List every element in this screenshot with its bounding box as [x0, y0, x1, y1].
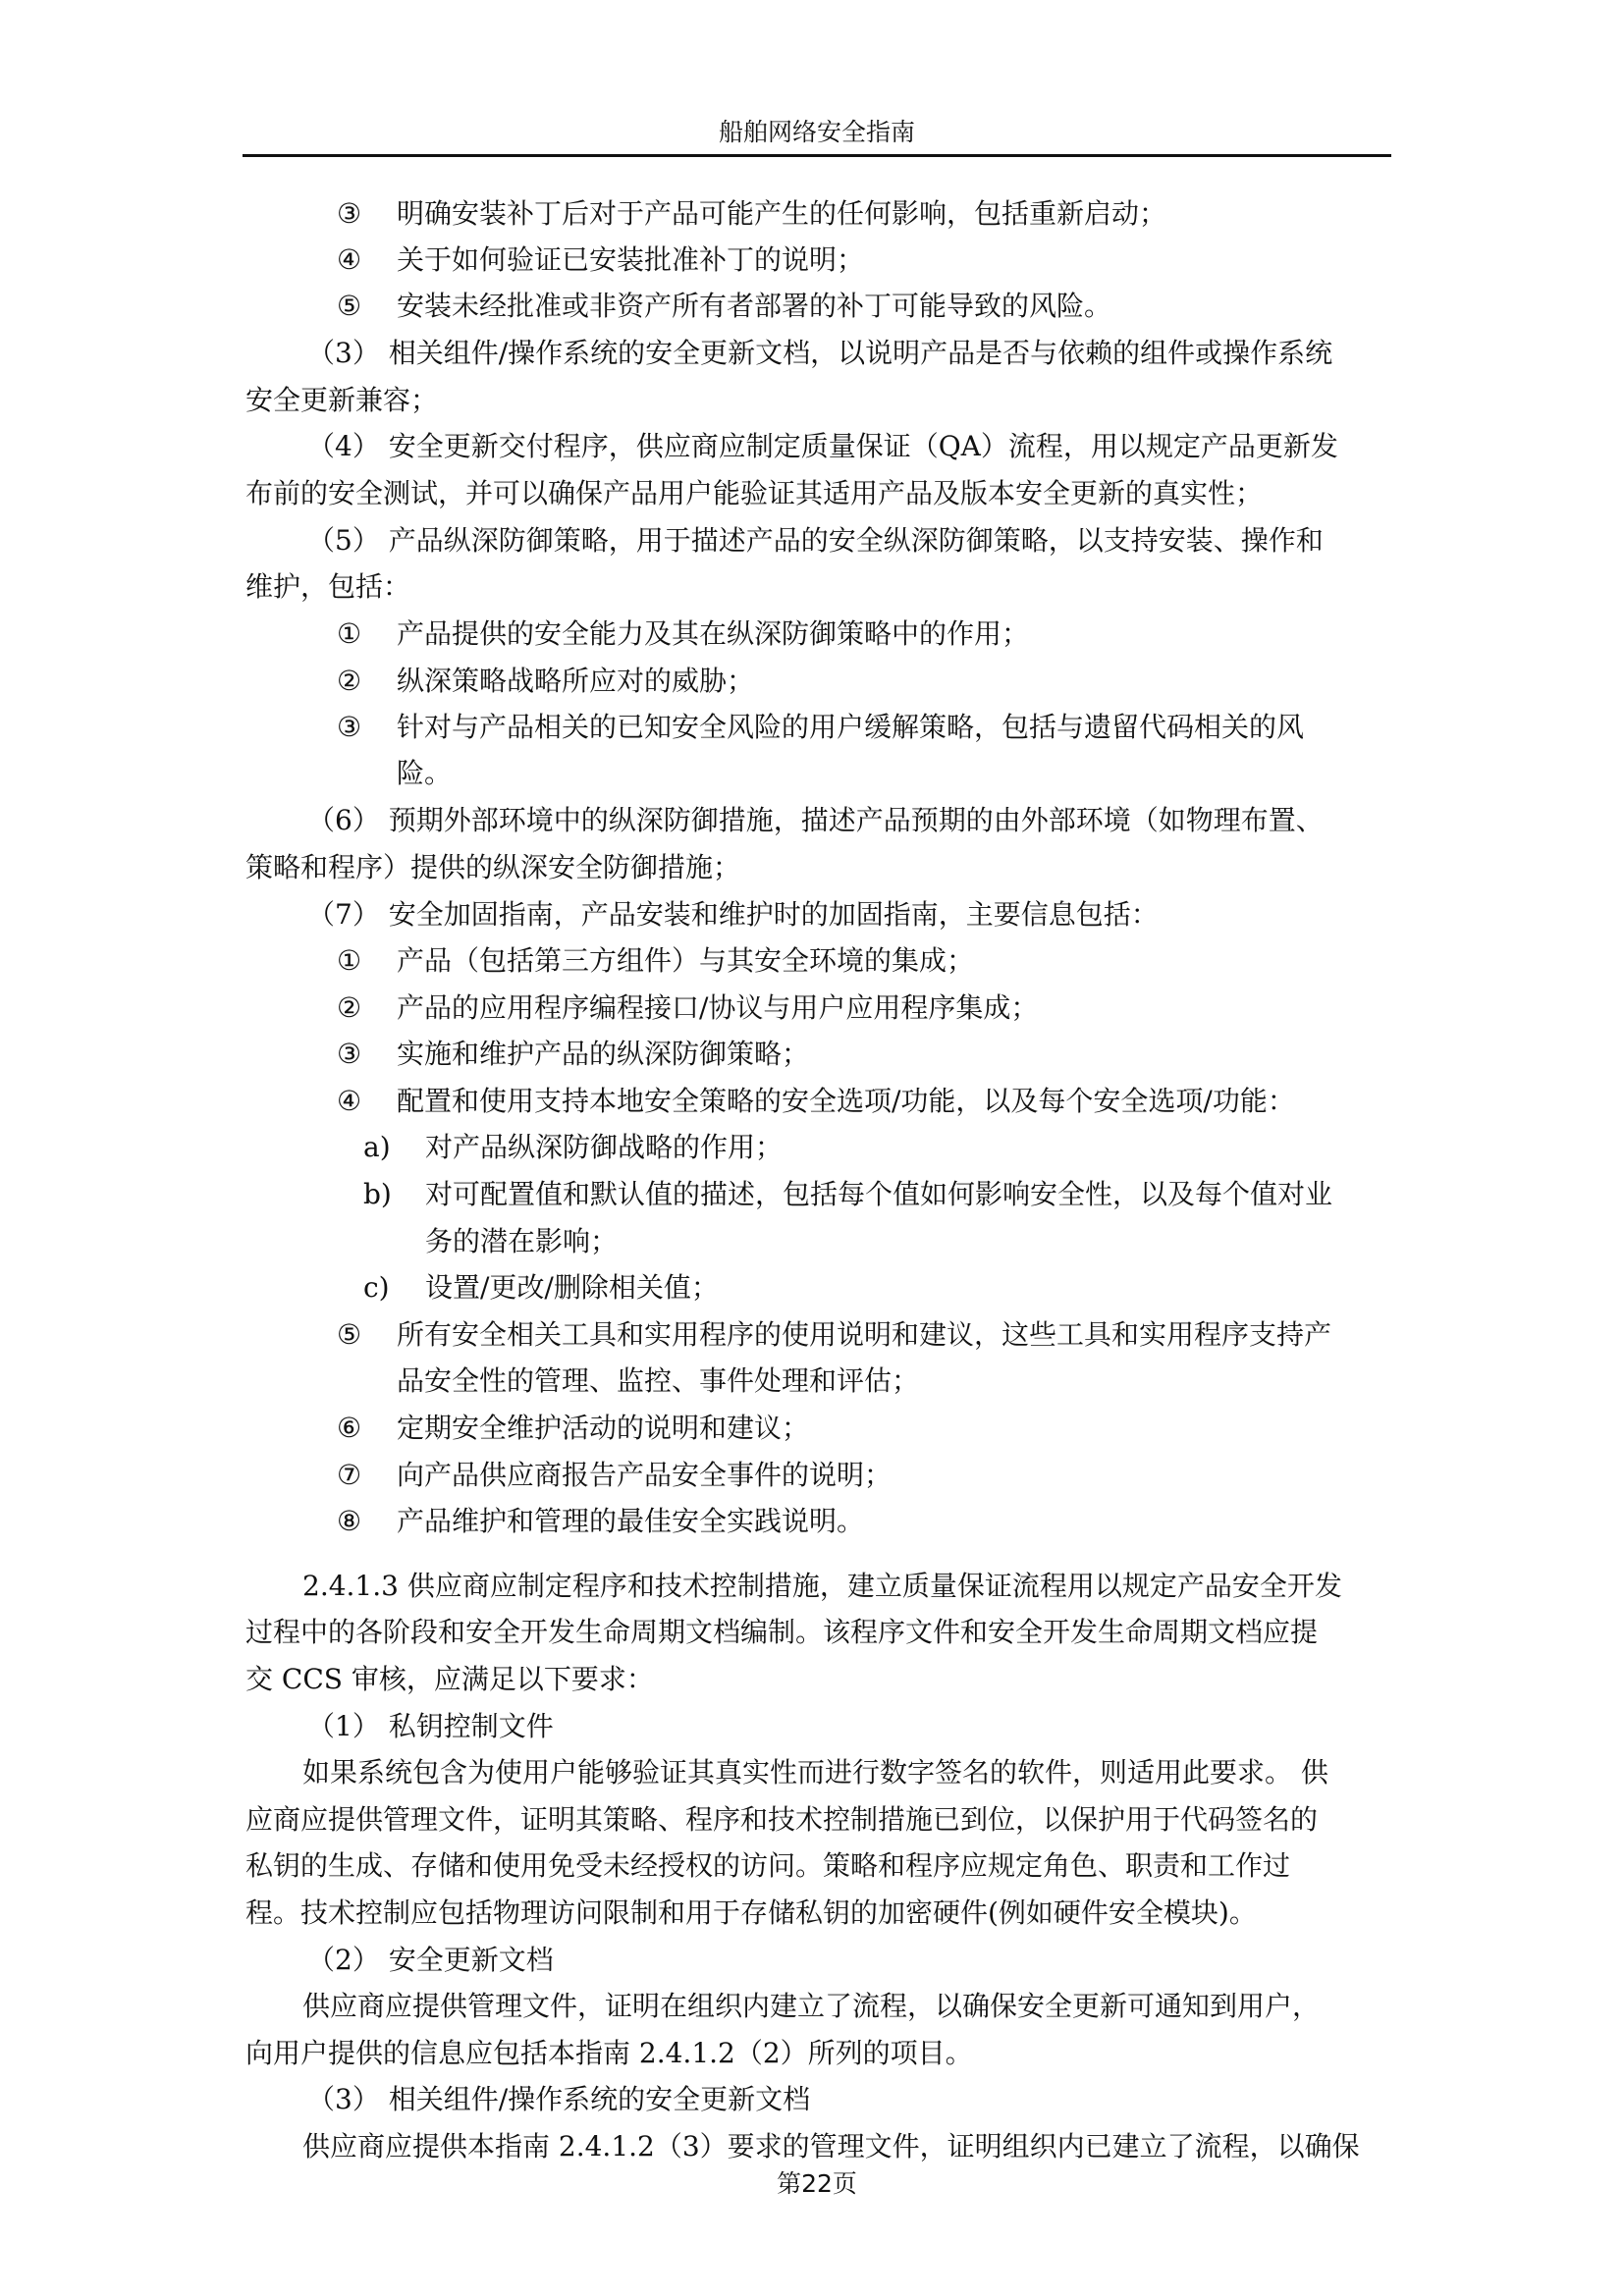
paragraph-line: （5） 产品纵深防御策略，用于描述产品的安全纵深防御策略，以支持安装、操作和: [307, 524, 1324, 557]
subheading: （1） 私钥控制文件: [307, 1710, 554, 1742]
paragraph-line: （4） 安全更新交付程序，供应商应制定质量保证（QA）流程，用以规定产品更新发: [307, 430, 1338, 462]
sub-list-item: [363, 1177, 1332, 1212]
paragraph-line: （6） 预期外部环境中的纵深防御措施，描述产品预期的由外部环境（如物理布置、: [307, 804, 1324, 836]
list-item-text: 向产品供应商报告产品安全事件的说明；: [397, 1459, 893, 1491]
paragraph-line: 应商应提供管理文件，证明其策略、程序和技术控制措施已到位，以保护用于代码签名的: [245, 1803, 1319, 1836]
list-marker: ①: [337, 944, 362, 977]
list-marker: ③: [337, 711, 362, 743]
header-rule: [243, 154, 1391, 157]
list-item-text: 产品提供的安全能力及其在纵深防御策略中的作用；: [397, 617, 1030, 650]
list-marker: ⑤: [337, 1318, 362, 1351]
list-marker: ②: [337, 665, 362, 697]
paragraph-line: 如果系统包含为使用户能够验证其真实性而进行数字签名的软件，则适用此要求。 供: [302, 1756, 1328, 1789]
list-marker: ④: [337, 243, 362, 276]
sub-list-item: [363, 1130, 783, 1165]
list-marker: ⑥: [337, 1412, 362, 1444]
list-item: [337, 1411, 809, 1446]
list-item-text: 关于如何验证已安装批准补丁的说明；: [397, 243, 865, 276]
list-item: [337, 1084, 1295, 1119]
list-marker: c): [363, 1271, 390, 1304]
page-number: 第22页: [777, 2169, 857, 2198]
list-item: [337, 990, 1038, 1026]
list-item-text: 定期安全维护活动的说明和建议；: [397, 1412, 810, 1444]
list-marker: a): [363, 1131, 391, 1163]
list-item-continuation: 险。: [397, 757, 453, 789]
list-item: [337, 242, 864, 278]
paragraph-line: （7） 安全加固指南，产品安装和维护时的加固指南，主要信息包括：: [307, 898, 1159, 931]
list-item-text: 安装未经批准或非资产所有者部署的补丁可能导致的风险。: [397, 290, 1112, 322]
sub-list-item: [363, 1270, 719, 1306]
list-item: [337, 1317, 1331, 1353]
list-marker: b): [363, 1178, 392, 1210]
list-item-continuation: 务的潜在影响；: [425, 1225, 619, 1257]
subheading: （3） 相关组件/操作系统的安全更新文档: [307, 2083, 811, 2115]
paragraph-line: 供应商应提供本指南 2.4.1.2（3）要求的管理文件，证明组织内已建立了流程，以确保: [302, 2130, 1360, 2163]
list-item: [337, 289, 1111, 324]
list-item-text: 产品的应用程序编程接口/协议与用户应用程序集成；: [397, 991, 1039, 1024]
list-marker: ③: [337, 197, 362, 230]
running-header: 船舶网络安全指南: [718, 118, 915, 146]
paragraph-line: 向用户提供的信息应包括本指南 2.4.1.2（2）所列的项目。: [245, 2037, 973, 2069]
list-item-text: 明确安装补丁后对于产品可能产生的任何影响，包括重新启动；: [397, 197, 1167, 230]
list-item-continuation: 品安全性的管理、监控、事件处理和评估；: [397, 1364, 920, 1397]
list-item-text: 设置/更改/删除相关值；: [425, 1271, 719, 1304]
paragraph-line: 交 CCS 审核，应满足以下要求：: [245, 1663, 654, 1695]
list-item: [337, 196, 1166, 232]
paragraph-line: 安全更新兼容；: [245, 384, 439, 416]
list-item: [337, 943, 974, 979]
paragraph-line: （3） 相关组件/操作系统的安全更新文档，以说明产品是否与依赖的组件或操作系统: [307, 337, 1333, 369]
list-marker: ⑦: [337, 1459, 362, 1491]
paragraph-line: 维护，包括：: [245, 570, 411, 603]
list-item: [337, 616, 1029, 652]
paragraph-line: 供应商应提供管理文件，证明在组织内建立了流程，以确保安全更新可通知到用户，: [302, 1990, 1321, 2022]
list-item-text: 对可配置值和默认值的描述，包括每个值如何影响安全性，以及每个值对业: [425, 1178, 1333, 1210]
list-item: [337, 710, 1304, 745]
list-item: [337, 1037, 809, 1072]
paragraph-line: 布前的安全测试，并可以确保产品用户能验证其适用产品及版本安全更新的真实性；: [245, 477, 1264, 509]
list-marker: ④: [337, 1085, 362, 1117]
paragraph-line: 策略和程序）提供的纵深安全防御措施；: [245, 851, 741, 883]
list-item-text: 产品维护和管理的最佳安全实践说明。: [397, 1505, 865, 1537]
list-marker: ⑤: [337, 290, 362, 322]
list-marker: ②: [337, 991, 362, 1024]
list-item: [337, 664, 754, 699]
list-item: [337, 1504, 864, 1539]
list-item-text: 所有安全相关工具和实用程序的使用说明和建议，这些工具和实用程序支持产: [397, 1318, 1332, 1351]
section-paragraph-line: 2.4.1.3 供应商应制定程序和技术控制措施，建立质量保证流程用以规定产品安全开发: [302, 1570, 1342, 1602]
list-item-text: 产品（包括第三方组件）与其安全环境的集成；: [397, 944, 975, 977]
list-item-text: 针对与产品相关的已知安全风险的用户缓解策略，包括与遗留代码相关的风: [397, 711, 1305, 743]
paragraph-line: 私钥的生成、存储和使用免受未经授权的访问。策略和程序应规定角色、职责和工作过: [245, 1849, 1291, 1882]
list-marker: ⑧: [337, 1505, 362, 1537]
paragraph-line: 过程中的各阶段和安全开发生命周期文档编制。该程序文件和安全开发生命周期文档应提: [245, 1616, 1319, 1648]
list-item-text: 实施和维护产品的纵深防御策略；: [397, 1038, 810, 1070]
list-item-text: 对产品纵深防御战略的作用；: [425, 1131, 784, 1163]
list-marker: ①: [337, 617, 362, 650]
list-item-text: 配置和使用支持本地安全策略的安全选项/功能，以及每个安全选项/功能：: [397, 1085, 1295, 1117]
list-item: [337, 1458, 892, 1493]
subheading: （2） 安全更新文档: [307, 1944, 554, 1976]
paragraph-line: 程。技术控制应包括物理访问限制和用于存储私钥的加密硬件(例如硬件安全模块)。: [245, 1896, 1257, 1929]
list-item-text: 纵深策略战略所应对的威胁；: [397, 665, 755, 697]
list-marker: ③: [337, 1038, 362, 1070]
